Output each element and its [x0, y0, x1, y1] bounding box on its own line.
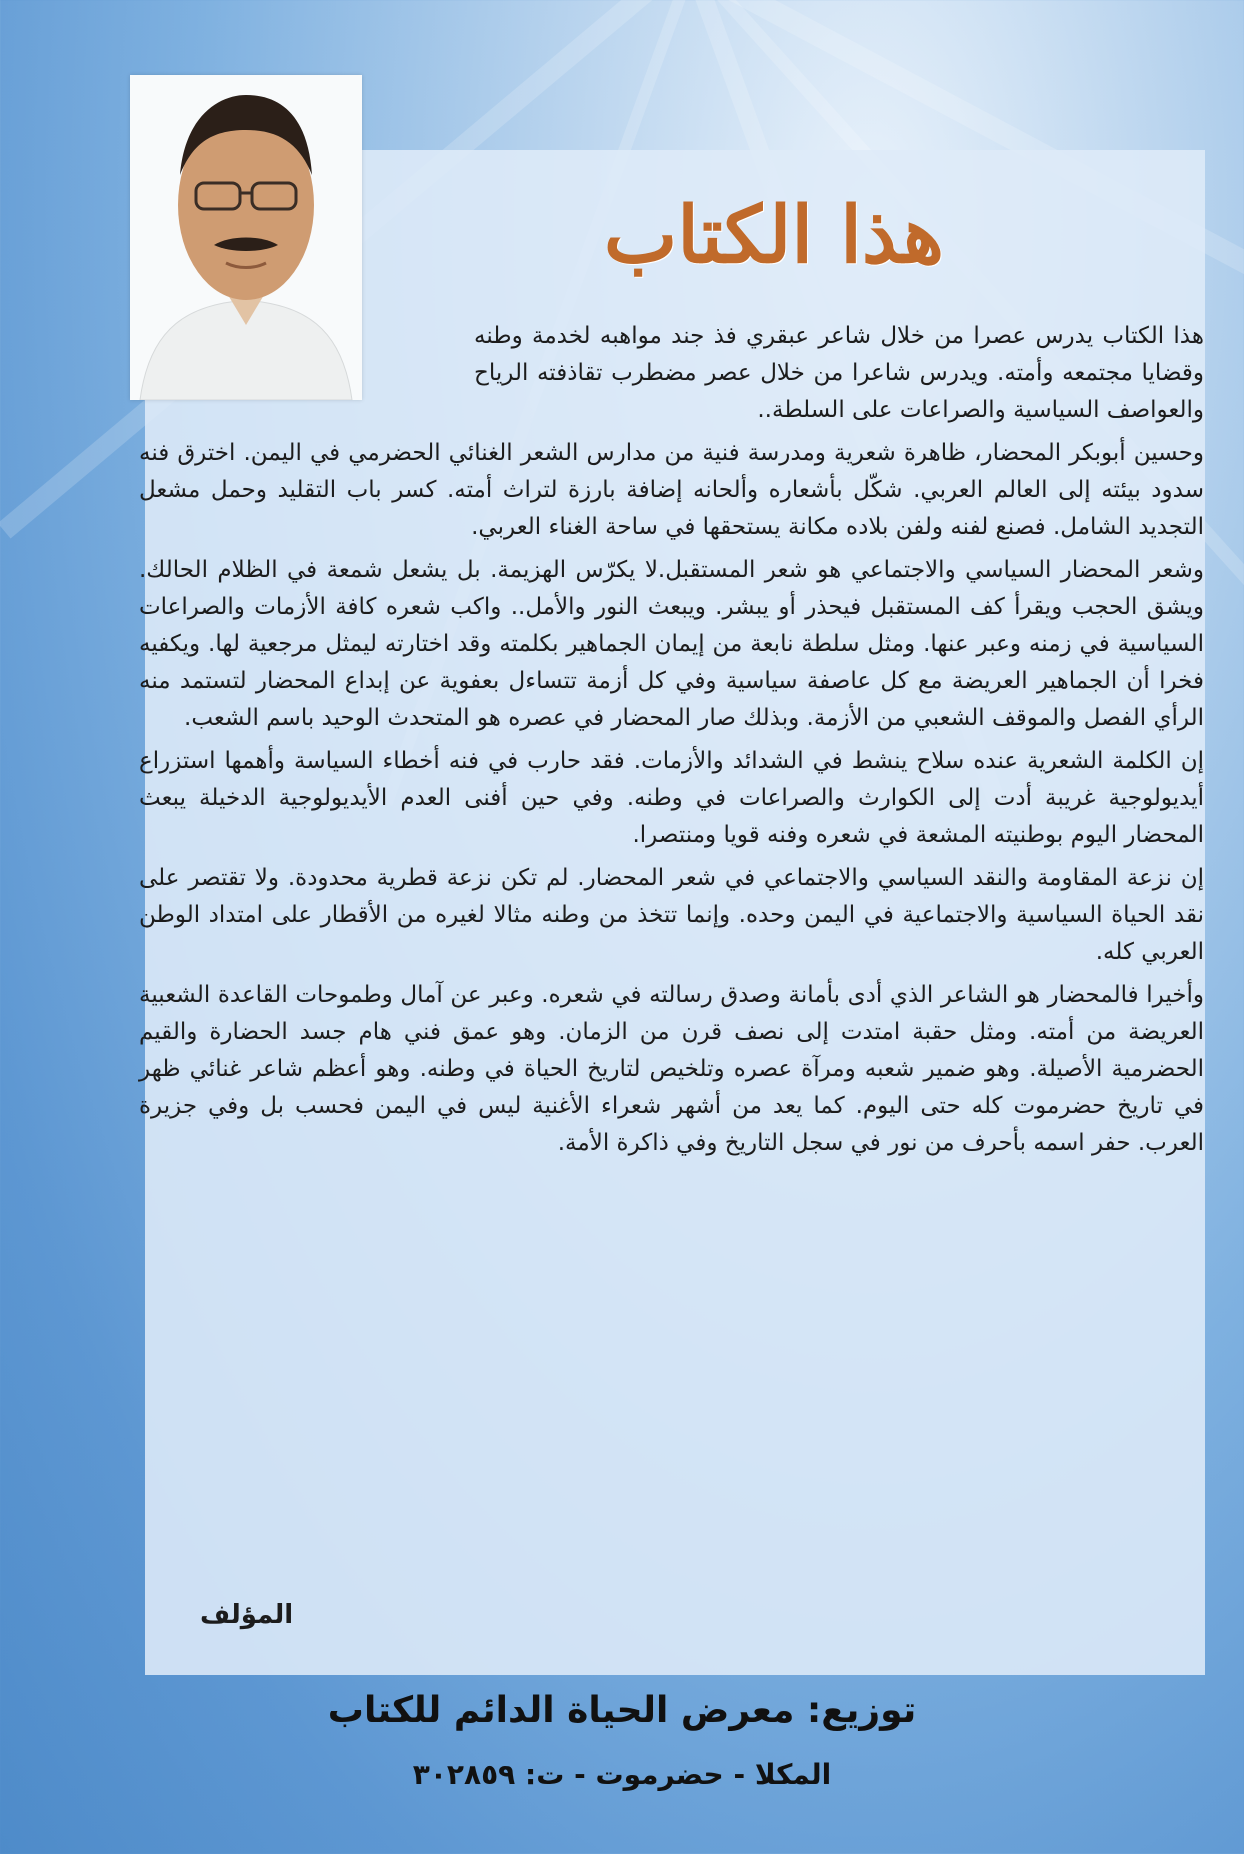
paragraph: وحسين أبوبكر المحضار، ظاهرة شعرية ومدرسة فنية من مدارس الشعر الغنائي الحضرمي في اليمن. اخترق فنه سدود بيئته إلى العالم العربي. شكّل بأشعاره وألحانه إضافة بارزة لتراث أمته. كسر باب التقليد وحمل مشعل التجديد الشامل. فصنع لفنه ولفن بلاده مكانة يستحقها في ساحة الغناء العربي. — [139, 440, 1204, 540]
paragraph: وشعر المحضار السياسي والاجتماعي هو شعر المستقبل.لا يكرّس الهزيمة. بل يشعل شمعة في الظلام الحالك. ويشق الحجب ويقرأ كف المستقبل فيحذر أو يبشر. ويبعث النور والأمل.. واكب شعره كافة الأزمات والصراعات السياسية في زمنه وعبر عنها. ومثل سلطة نابعة من إيمان الجماهير بكلمته وقد اختارته ليمثل مرجعية لها. ويكفيه فخرا أن الجماهير العريضة مع كل عاصفة سياسية وفي كل أزمة تتساءل بعفوية عن إبداع المحضار لتستمد منه الرأي الفصل والموقف الشعبي من الأزمة. وبذلك صار المحضار في عصره هو المتحدث الوحيد باسم الشعب. — [139, 557, 1204, 731]
distribution-line: توزيع: معرض الحياة الدائم للكتاب — [327, 1690, 917, 1731]
publisher-address: المكلا - حضرموت - ت: ٣٠٢٨٥٩ — [412, 1758, 832, 1791]
body-text — [139, 318, 1204, 1168]
paragraph: إن نزعة المقاومة والنقد السياسي والاجتماعي في شعر المحضار. لم تكن نزعة قطرية محدودة. ولا تقتصر على نقد الحياة السياسية والاجتماعية في اليمن وحده. وإنما تتخذ من وطنه مثالا لغيره من الأقطار على امتداد الوطن العربي كله. — [139, 865, 1204, 965]
book-title: هذا الكتاب — [603, 190, 944, 281]
author-signature: المؤلف — [200, 1600, 294, 1630]
paragraph: هذا الكتاب يدرس عصرا من خلال شاعر عبقري فذ جند مواهبه لخدمة وطنه وقضايا مجتمعه وأمته. ويدرس شاعرا من خلال عصر مضطرب تقاذفته الرياح والعواصف السياسية والصراعات على السلطة.. — [474, 323, 1204, 423]
paragraph: إن الكلمة الشعرية عنده سلاح ينشط في الشدائد والأزمات. فقد حارب في فنه أخطاء السياسة وأهمها استزراع أيديولوجية غريبة أدت إلى الكوارث والصراعات في وطنه. وفي حين أفنى العدم الأيديولوجية الدخيلة يبعث المحضار اليوم بوطنيته المشعة في شعره وفنه قويا ومنتصرا. — [139, 748, 1204, 848]
paragraph: وأخيرا فالمحضار هو الشاعر الذي أدى بأمانة وصدق رسالته في شعره. وعبر عن آمال وطموحات القاعدة الشعبية العريضة من أمته. ومثل حقبة امتدت إلى نصف قرن من الزمان. وهو عمق فني هام جسد الحضارة والقيم الحضرمية الأصيلة. وهو ضمير شعبه ومرآة عصره وتلخيص لتاريخ الحياة في وطنه. وهو أعظم شاعر غنائي ظهر في تاريخ حضرموت كله حتى اليوم. كما يعد من أشهر شعراء الأغنية ليس في اليمن فحسب بل وفي جزيرة العرب. حفر اسمه بأحرف من نور في سجل التاريخ وفي ذاكرة الأمة. — [139, 982, 1204, 1156]
